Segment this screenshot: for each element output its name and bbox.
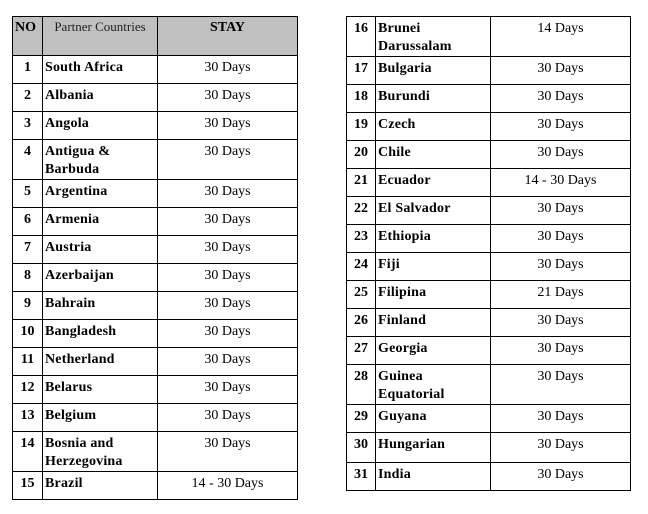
row-number: 29 xyxy=(347,405,376,433)
stay-duration: 30 Days xyxy=(158,264,298,292)
row-number: 8 xyxy=(13,264,43,292)
country-name: India xyxy=(376,463,491,491)
stay-duration: 30 Days xyxy=(491,85,631,113)
country-name: Angola xyxy=(43,112,158,140)
stay-duration: 30 Days xyxy=(158,432,298,472)
table-row xyxy=(13,376,298,404)
country-name: Bulgaria xyxy=(376,57,491,85)
table-row xyxy=(347,197,631,225)
country-name: Finland xyxy=(376,309,491,337)
header-partner-countries: Partner Countries xyxy=(43,17,158,56)
country-name: Armenia xyxy=(43,208,158,236)
country-name: Brazil xyxy=(43,472,158,500)
header-stay: STAY xyxy=(158,17,298,56)
country-name: Austria xyxy=(43,236,158,264)
table-row xyxy=(13,348,298,376)
row-number: 23 xyxy=(347,225,376,253)
stay-duration: 30 Days xyxy=(158,292,298,320)
country-name: Brunei Darussalam xyxy=(376,17,491,57)
stay-duration: 30 Days xyxy=(491,197,631,225)
table-row xyxy=(347,169,631,197)
table-row xyxy=(13,264,298,292)
country-name: Albania xyxy=(43,84,158,112)
country-name: Czech xyxy=(376,113,491,141)
table-row xyxy=(347,17,631,57)
stay-duration: 30 Days xyxy=(491,113,631,141)
row-number: 7 xyxy=(13,236,43,264)
country-name: Bahrain xyxy=(43,292,158,320)
row-number: 14 xyxy=(13,432,43,472)
stay-duration: 30 Days xyxy=(491,337,631,365)
row-number: 9 xyxy=(13,292,43,320)
stay-duration: 30 Days xyxy=(158,320,298,348)
row-number: 12 xyxy=(13,376,43,404)
country-name: Guinea Equatorial xyxy=(376,365,491,405)
row-number: 10 xyxy=(13,320,43,348)
table-row xyxy=(347,463,631,491)
table-row xyxy=(347,433,631,463)
header-row xyxy=(13,17,298,56)
stay-duration: 30 Days xyxy=(491,365,631,405)
row-number: 24 xyxy=(347,253,376,281)
stay-duration: 30 Days xyxy=(158,140,298,180)
row-number: 26 xyxy=(347,309,376,337)
table-row xyxy=(347,365,631,405)
table-row xyxy=(347,225,631,253)
table-row xyxy=(347,141,631,169)
row-number: 27 xyxy=(347,337,376,365)
country-name: Hungarian xyxy=(376,433,491,463)
stay-duration: 30 Days xyxy=(158,348,298,376)
table-row xyxy=(347,309,631,337)
country-name: Argentina xyxy=(43,180,158,208)
table-row xyxy=(13,320,298,348)
table-row xyxy=(13,56,298,84)
row-number: 31 xyxy=(347,463,376,491)
table-row xyxy=(347,57,631,85)
table-row xyxy=(347,253,631,281)
row-number: 18 xyxy=(347,85,376,113)
stay-duration: 30 Days xyxy=(491,405,631,433)
row-number: 25 xyxy=(347,281,376,309)
country-name: Azerbaijan xyxy=(43,264,158,292)
country-name: Guyana xyxy=(376,405,491,433)
table-row xyxy=(13,180,298,208)
country-name: Netherland xyxy=(43,348,158,376)
table-row xyxy=(13,472,298,500)
country-name: Antigua & Barbuda xyxy=(43,140,158,180)
row-number: 6 xyxy=(13,208,43,236)
row-number: 13 xyxy=(13,404,43,432)
header-no: NO xyxy=(13,17,43,56)
table-row xyxy=(13,208,298,236)
table-row xyxy=(13,112,298,140)
row-number: 21 xyxy=(347,169,376,197)
row-number: 22 xyxy=(347,197,376,225)
country-name: Chile xyxy=(376,141,491,169)
table-row xyxy=(347,405,631,433)
left-table-body xyxy=(13,56,298,500)
stay-duration: 14 - 30 Days xyxy=(491,169,631,197)
row-number: 1 xyxy=(13,56,43,84)
country-name: Belgium xyxy=(43,404,158,432)
country-name: Georgia xyxy=(376,337,491,365)
country-name: El Salvador xyxy=(376,197,491,225)
row-number: 16 xyxy=(347,17,376,57)
country-name: Burundi xyxy=(376,85,491,113)
stay-duration: 30 Days xyxy=(158,236,298,264)
table-row xyxy=(13,236,298,264)
country-name: Filipina xyxy=(376,281,491,309)
country-name: Bangladesh xyxy=(43,320,158,348)
visa-table-right xyxy=(346,16,631,491)
country-name: Bosnia and Herzegovina xyxy=(43,432,158,472)
row-number: 4 xyxy=(13,140,43,180)
stay-duration: 30 Days xyxy=(158,180,298,208)
right-table-body xyxy=(347,17,631,491)
country-name: South Africa xyxy=(43,56,158,84)
table-row xyxy=(347,281,631,309)
row-number: 28 xyxy=(347,365,376,405)
row-number: 2 xyxy=(13,84,43,112)
stay-duration: 30 Days xyxy=(158,56,298,84)
visa-table-left xyxy=(12,16,298,500)
table-row xyxy=(13,404,298,432)
stay-duration: 14 Days xyxy=(491,17,631,57)
stay-duration: 30 Days xyxy=(491,309,631,337)
stay-duration: 30 Days xyxy=(158,84,298,112)
stay-duration: 21 Days xyxy=(491,281,631,309)
stay-duration: 30 Days xyxy=(491,57,631,85)
stay-duration: 30 Days xyxy=(491,463,631,491)
table-row xyxy=(13,432,298,472)
stay-duration: 30 Days xyxy=(158,208,298,236)
table-row xyxy=(13,84,298,112)
stay-duration: 30 Days xyxy=(158,112,298,140)
table-row xyxy=(347,113,631,141)
row-number: 15 xyxy=(13,472,43,500)
row-number: 11 xyxy=(13,348,43,376)
row-number: 5 xyxy=(13,180,43,208)
stay-duration: 30 Days xyxy=(491,433,631,463)
row-number: 3 xyxy=(13,112,43,140)
table-row xyxy=(347,337,631,365)
country-name: Ethiopia xyxy=(376,225,491,253)
row-number: 20 xyxy=(347,141,376,169)
stay-duration: 30 Days xyxy=(491,141,631,169)
stay-duration: 30 Days xyxy=(491,225,631,253)
row-number: 17 xyxy=(347,57,376,85)
table-row xyxy=(13,140,298,180)
country-name: Belarus xyxy=(43,376,158,404)
row-number: 30 xyxy=(347,433,376,463)
country-name: Fiji xyxy=(376,253,491,281)
stay-duration: 30 Days xyxy=(491,253,631,281)
table-row xyxy=(347,85,631,113)
table-row xyxy=(13,292,298,320)
stay-duration: 14 - 30 Days xyxy=(158,472,298,500)
stay-duration: 30 Days xyxy=(158,404,298,432)
row-number: 19 xyxy=(347,113,376,141)
stay-duration: 30 Days xyxy=(158,376,298,404)
country-name: Ecuador xyxy=(376,169,491,197)
